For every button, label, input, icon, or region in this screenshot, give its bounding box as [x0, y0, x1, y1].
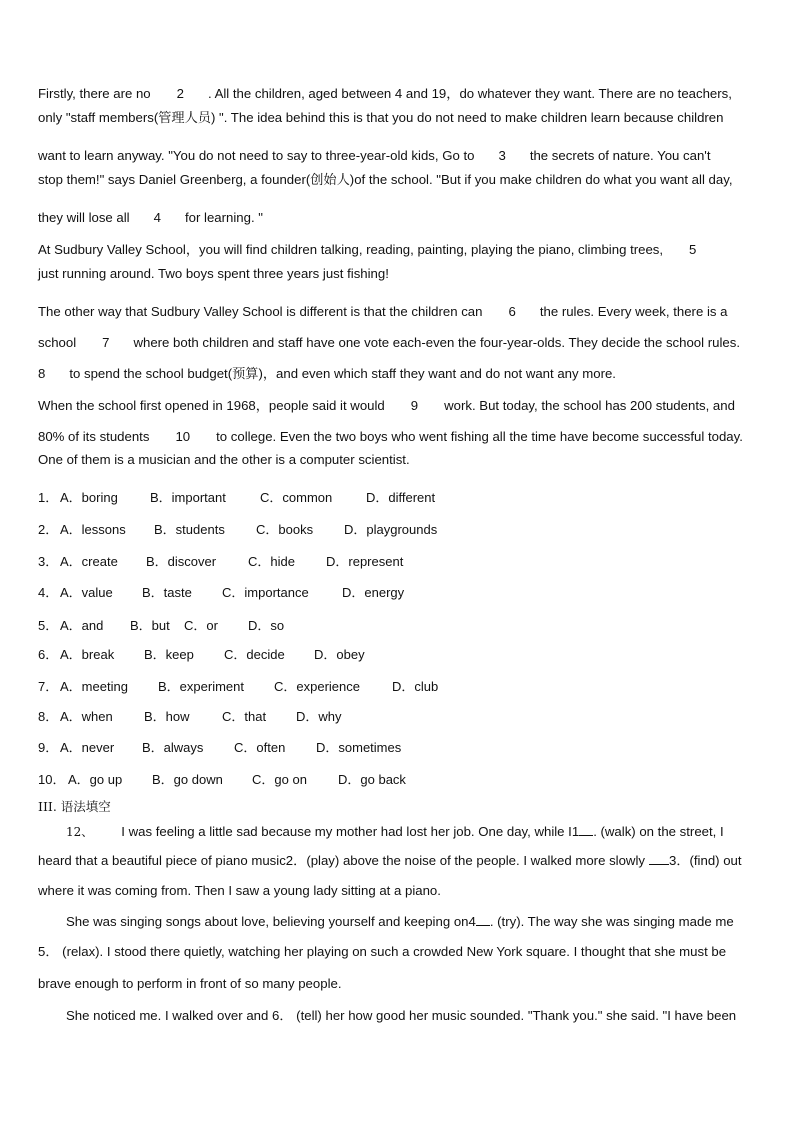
option-d[interactable]: D．obey	[314, 647, 365, 662]
question-row: 3． A．create B．discover C．hide D．represent	[38, 554, 404, 569]
passage-line: only "staff members(管理人员) ". The idea behind this is that you do not need to make children learn because children	[38, 110, 724, 125]
option-c[interactable]: C．books	[256, 522, 314, 537]
option-c[interactable]: C．hide	[248, 554, 295, 569]
question-row: 5． A．and B．but C．or D．so	[38, 618, 285, 633]
question-row: 6． A．break B．keep C．decide D．obey	[38, 647, 365, 662]
option-a[interactable]: A．never	[60, 740, 115, 755]
option-c[interactable]: C．go on	[252, 772, 307, 787]
option-d[interactable]: D．sometimes	[316, 740, 402, 755]
option-a[interactable]: A．value	[60, 585, 113, 600]
option-b[interactable]: B．students	[154, 522, 225, 537]
option-a[interactable]: A．boring	[60, 490, 118, 505]
option-a[interactable]: A．when	[60, 709, 113, 724]
option-d[interactable]: D．different	[366, 490, 436, 505]
option-d[interactable]: D．why	[296, 709, 342, 724]
option-d[interactable]: D．go back	[338, 772, 406, 787]
question-row: 2． A．lessons B．students C．books D．playgrounds	[38, 522, 438, 537]
passage-line: they will lose all 4 for learning. "	[38, 210, 263, 225]
grammar-line: 5． (relax). I stood there quietly, watching her playing on such a crowded New York square. I thought that she must be	[38, 944, 727, 959]
passage-line: 80% of its students 10 to college. Even the two boys who went fishing all the time have become successful today.	[38, 429, 743, 444]
option-b[interactable]: B．discover	[146, 554, 217, 569]
option-d[interactable]: D．energy	[342, 585, 405, 600]
passage-line: When the school first opened in 1968，people said it would 9 work. But today, the school has 200 students, and	[38, 398, 735, 413]
passage-line: One of them is a musician and the other is a computer scientist.	[38, 452, 410, 467]
grammar-line: 12、 I was feeling a little sad because my mother had lost her job. One day, while I1 . (walk) on the street, I	[66, 824, 724, 839]
answer-blank[interactable]	[579, 825, 593, 836]
option-a[interactable]: A．go up	[68, 772, 123, 787]
passage-line: stop them!" says Daniel Greenberg, a founder(创始人)of the school. "But if you make children do what you want all day,	[38, 172, 733, 187]
option-d[interactable]: D．club	[392, 679, 439, 694]
question-row: 1． A．boring B．important C．common D．different	[38, 490, 436, 505]
passage-line: want to learn anyway. "You do not need to say to three-year-old kids, Go to 3 the secrets of nature. You can't	[38, 148, 711, 163]
option-b[interactable]: B．how	[144, 709, 190, 724]
option-b[interactable]: B．keep	[144, 647, 194, 662]
option-a[interactable]: A．create	[60, 554, 118, 569]
option-c[interactable]: C．experience	[274, 679, 360, 694]
blank-number: 9	[410, 398, 419, 413]
passage-line: The other way that Sudbury Valley School is different is that the children can 6 the rules. Every week, there is a	[38, 304, 728, 319]
option-d[interactable]: D．represent	[326, 554, 404, 569]
grammar-line: She was singing songs about love, believing yourself and keeping on4 . (try). The way she was singing made me	[66, 914, 734, 929]
option-a[interactable]: A．lessons	[60, 522, 126, 537]
blank-number: 10	[175, 429, 191, 444]
blank-number: 7	[102, 335, 110, 350]
blank-number: 6	[508, 304, 516, 319]
question-number: 12、	[66, 825, 94, 839]
option-c[interactable]: C．or	[184, 618, 218, 633]
passage-line: school 7 where both children and staff have one vote each-even the four-year-olds. They decide the school rules.	[38, 335, 740, 350]
question-row: 7． A．meeting B．experiment C．experience D．club	[38, 679, 439, 694]
option-c[interactable]: C．that	[222, 709, 267, 724]
option-b[interactable]: B．go down	[152, 772, 223, 787]
passage-line: Firstly, there are no 2 . All the children, aged between 4 and 19，do whatever they want. There are no teachers,	[38, 86, 732, 101]
answer-blank[interactable]	[476, 915, 490, 926]
grammar-line: heard that a beautiful piece of piano music2．(play) above the noise of the people. I walked more slowly 3．(find) out	[38, 853, 742, 868]
question-row: 9． A．never B．always C．often D．sometimes	[38, 740, 402, 755]
blank-number: 3	[498, 148, 506, 163]
option-d[interactable]: D．so	[248, 618, 285, 633]
option-c[interactable]: C．decide	[224, 647, 285, 662]
option-b[interactable]: B．experiment	[158, 679, 244, 694]
question-row: 4． A．value B．taste C．importance D．energy	[38, 585, 405, 600]
answer-blank[interactable]	[649, 854, 669, 865]
option-b[interactable]: B．taste	[142, 585, 192, 600]
question-row: 8． A．when B．how C．that D．why	[38, 709, 342, 724]
blank-number: 4	[153, 210, 161, 225]
grammar-line: brave enough to perform in front of so many people.	[38, 976, 342, 991]
passage-line: At Sudbury Valley School，you will find children talking, reading, painting, playing the piano, climbing trees, 5	[38, 242, 697, 257]
option-d[interactable]: D．playgrounds	[344, 522, 438, 537]
blank-number: 2	[176, 86, 184, 101]
grammar-line: She noticed me. I walked over and 6． (tell) her how good her music sounded. "Thank you." she said. "I have been	[66, 1008, 737, 1023]
blank-number: 5	[689, 242, 697, 257]
option-c[interactable]: C．often	[234, 740, 286, 755]
option-b[interactable]: B．important	[150, 490, 226, 505]
question-row: 10． A．go up B．go down C．go on D．go back	[38, 772, 406, 787]
option-a[interactable]: A．and	[60, 618, 104, 633]
passage-line: 8 to spend the school budget(预算)，and even which staff they want and do not want any more.	[38, 366, 616, 381]
option-a[interactable]: A．meeting	[60, 679, 128, 694]
option-a[interactable]: A．break	[60, 647, 115, 662]
option-b[interactable]: B．but	[130, 618, 170, 633]
blank-number: 8	[38, 366, 46, 381]
option-c[interactable]: C．importance	[222, 585, 309, 600]
option-c[interactable]: C．common	[260, 490, 333, 505]
passage-line: just running around. Two boys spent three years just fishing!	[38, 266, 389, 281]
option-b[interactable]: B．always	[142, 740, 204, 755]
section-heading: III. 语法填空	[38, 799, 111, 814]
grammar-line: where it was coming from. Then I saw a young lady sitting at a piano.	[38, 883, 441, 898]
